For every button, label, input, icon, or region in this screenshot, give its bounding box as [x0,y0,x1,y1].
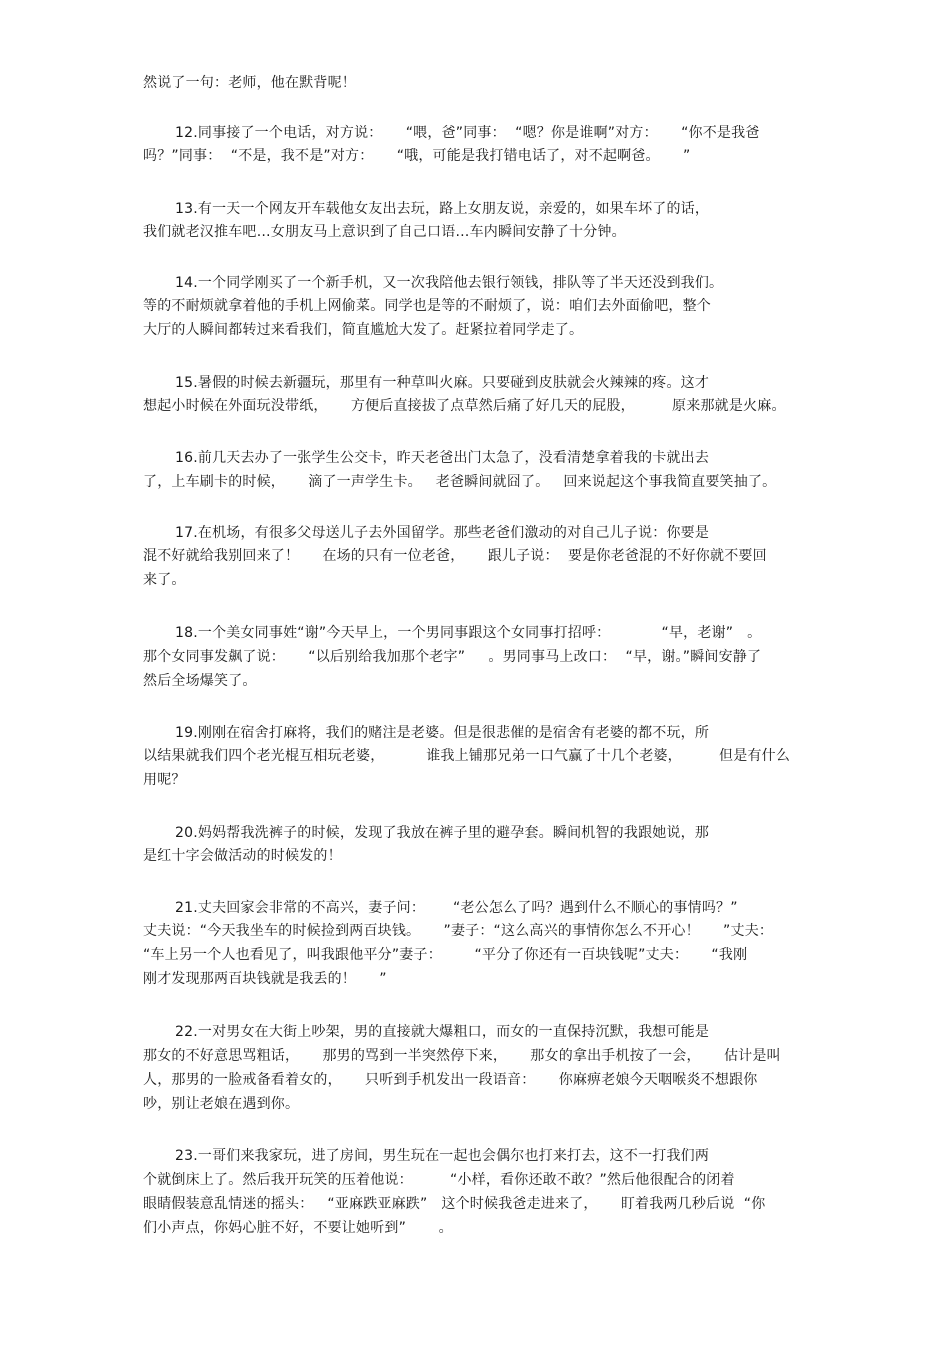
paragraph-line: 以结果就我们四个老光棍互相玩老婆， 谁我上铺那兄弟一口气赢了十几个老婆， 但是有什么 [143,748,791,764]
paragraph-line: 然后全场爆笑了。 [143,673,257,689]
paragraph-line: 们小声点，你妈心脏不好，不要让她听到” 。 [143,1220,453,1236]
paragraph-line: 那女的不好意思骂粗话， 那男的骂到一半突然停下来， 那女的拿出手机按了一会， 估计是叫 [143,1048,781,1064]
paragraph-line: 丈夫说：“今天我坐车的时候捡到两百块钱。 ”妻子：“这么高兴的事情你怎么不开心！ ”丈夫： [143,923,774,939]
paragraph-line: 14.一个同学刚买了一个新手机，又一次我陪他去银行领钱，排队等了半天还没到我们。 [175,275,724,291]
paragraph-line: 12.同事接了一个电话，对方说： “喂，爸”同事： “嗯？你是谁啊”对方： “你不是我爸 [175,125,760,141]
paragraph-line: 然说了一句：老师，他在默背呢！ [143,75,356,91]
paragraph-line: 是红十字会做活动的时候发的！ [143,848,342,864]
paragraph-line: 混不好就给我别回来了！ 在场的只有一位老爸， 跟儿子说： 要是你老爸混的不好你就不要回 [143,548,767,564]
paragraph-line: 大厅的人瞬间都转过来看我们，简直尴尬大发了。赶紧拉着同学走了。 [143,322,584,338]
paragraph-line: 人，那男的一脸戒备看着女的， 只听到手机发出一段语音： 你麻痹老娘今天咽喉炎不想跟你 [143,1072,758,1088]
paragraph-line: 18.一个美女同事姓“谢”今天早上，一个男同事跟这个女同事打招呼： “早，老谢” 。 [175,625,762,641]
paragraph-line: 16.前几天去办了一张学生公交卡，昨天老爸出门太急了，没看清楚拿着我的卡就出去 [175,450,710,466]
paragraph-line: 用呢？ [143,772,186,788]
paragraph-line: 20.妈妈帮我洗裤子的时候，发现了我放在裤子里的避孕套。瞬间机智的我跟她说，那 [175,825,710,841]
paragraph-line: 22.一对男女在大街上吵架，男的直接就大爆粗口，而女的一直保持沉默，我想可能是 [175,1024,710,1040]
paragraph-line: 15.暑假的时候去新疆玩，那里有一种草叫火麻。只要碰到皮肤就会火辣辣的疼。这才 [175,375,710,391]
paragraph-line: “车上另一个人也看见了，叫我跟他平分”妻子： “平分了你还有一百块钱呢”丈夫： “我刚 [143,947,748,963]
paragraph-line: 19.刚刚在宿舍打麻将，我们的赌注是老婆。但是很悲催的是宿舍有老婆的都不玩，所 [175,725,710,741]
paragraph-line: 来了。 [143,572,186,588]
paragraph-line: 我们就老汉推车吧…女朋友马上意识到了自己口语…车内瞬间安静了十分钟。 [143,224,626,240]
paragraph-line: 吗？”同事： “不是，我不是”对方： “哦，可能是我打错电话了，对不起啊爸。 ” [143,148,691,164]
paragraph-line: 吵，别让老娘在遇到你。 [143,1096,300,1112]
paragraph-line: 23.一哥们来我家玩，进了房间，男生玩在一起也会偶尔也打来打去，这不一打我们两 [175,1148,710,1164]
paragraph-line: 刚才发现那两百块钱就是我丢的！ ” [143,971,387,987]
paragraph-line: 13.有一天一个网友开车载他女友出去玩，路上女朋友说，亲爱的，如果车坏了的话， [175,201,710,217]
paragraph-line: 眼睛假装意乱情迷的摇头： “亚麻跌亚麻跌” 这个时候我爸走进来了， 盯着我两几秒后说 “你 [143,1196,766,1212]
paragraph-line: 了，上车刷卡的时候， 滴了一声学生卡。 老爸瞬间就囧了。 回来说起这个事我简直要笑抽了。 [143,474,777,490]
paragraph-line: 想起小时候在外面玩没带纸， 方便后直接拔了点草然后痛了好几天的屁股， 原来那就是火麻。 [143,398,786,414]
paragraph-line: 17.在机场，有很多父母送儿子去外国留学。那些老爸们激动的对自己儿子说：你要是 [175,525,710,541]
paragraph-line: 等的不耐烦就拿着他的手机上网偷菜。同学也是等的不耐烦了，说：咱们去外面偷吧，整个 [143,298,711,314]
paragraph-line: 那个女同事发飙了说： “以后别给我加那个老字” 。男同事马上改口： “早，谢。”瞬间安静了 [143,649,762,665]
paragraph-line: 个就倒床上了。然后我开玩笑的压着他说： “小样，看你还敢不敢？”然后他很配合的闭着 [143,1172,735,1188]
paragraph-line: 21.丈夫回家会非常的不高兴，妻子问： “老公怎么了吗？遇到什么不顺心的事情吗？” [175,900,738,916]
